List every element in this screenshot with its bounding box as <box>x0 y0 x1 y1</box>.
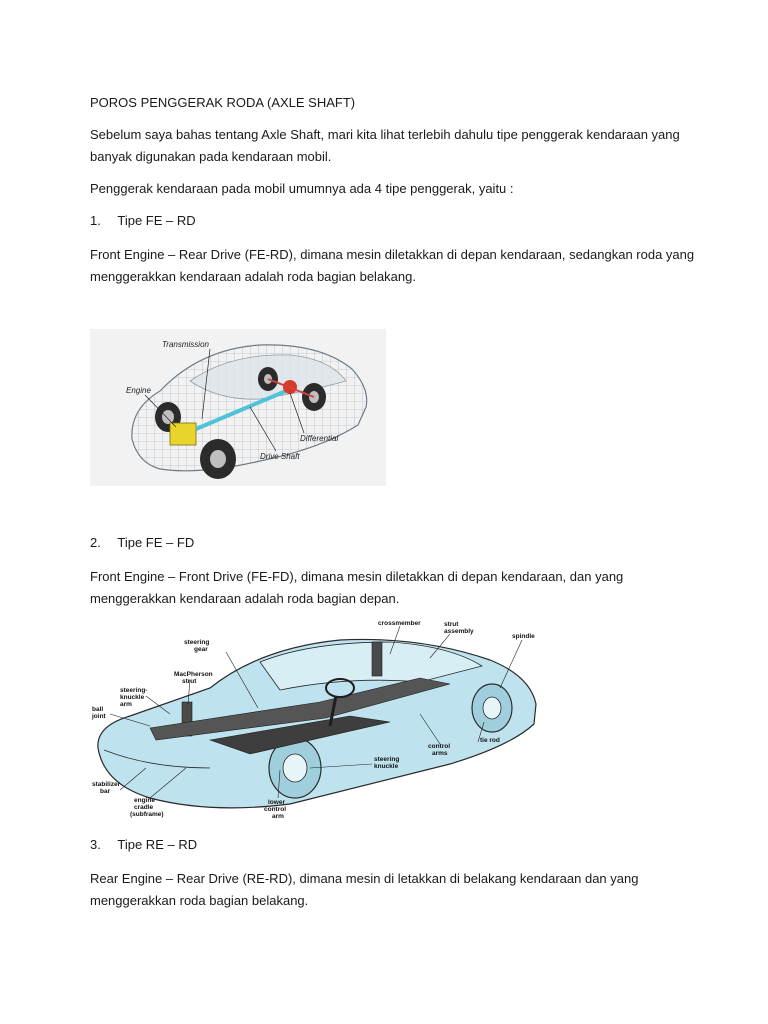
label-strut-1: strut <box>444 621 459 628</box>
label-differential: Differential <box>300 434 339 443</box>
fe-rd-diagram <box>90 329 386 486</box>
intro-line-1: Sebelum saya bahas tentang Axle Shaft, mari kita lihat terlebih dahulu tipe penggerak kendaraan yang <box>90 127 680 142</box>
label-cradle-3: (subframe) <box>130 811 164 818</box>
label-tie-rod: tie rod <box>480 737 500 744</box>
label-lower-arm-3: arm <box>272 813 284 820</box>
section-1-heading <box>90 210 196 232</box>
label-macpherson-2: strut <box>182 678 197 685</box>
section-3-line-2: menggerakkan roda bagian belakang. <box>90 893 309 908</box>
fe-fd-car-illustration <box>90 618 542 820</box>
label-cradle-2: cradle <box>134 804 154 811</box>
label-cradle-1: engine <box>134 797 155 804</box>
section-3-heading <box>90 834 197 856</box>
label-ball-joint-2: joint <box>92 713 106 720</box>
fe-fd-diagram <box>90 618 542 820</box>
section-2-line-2: menggerakkan kendaraan adalah roda bagian depan. <box>90 591 400 606</box>
label-lower-arm-1: lower <box>268 799 285 806</box>
label-lower-arm-2: control <box>264 806 287 813</box>
section-1-line-2: menggerakkan kendaraan adalah roda bagian belakang. <box>90 269 416 284</box>
label-transmission: Transmission <box>162 340 209 349</box>
label-stabilizer-1: stabilizer <box>92 781 121 788</box>
label-macpherson-1: MacPherson <box>174 671 213 678</box>
label-steering-knuckle-1: steering <box>374 756 400 763</box>
section-2-heading <box>90 532 194 554</box>
label-drive-shaft: Drive Shaft <box>260 452 300 461</box>
label-control-arms-1: control <box>428 743 451 750</box>
label-steering-knuckle-2: knuckle <box>374 763 399 770</box>
types-intro: Penggerak kendaraan pada mobil umumnya ada 4 tipe penggerak, yaitu : <box>90 181 514 196</box>
section-3-title: Tipe RE – RD <box>117 837 198 852</box>
section-1-line-1: Front Engine – Rear Drive (FE-RD), dimana mesin diletakkan di depan kendaraan, sedangkan roda yang <box>90 247 695 262</box>
section-2-title: Tipe FE – FD <box>117 535 195 550</box>
section-1-number: 1. <box>90 213 101 228</box>
label-engine: Engine <box>126 386 151 395</box>
engine-block <box>170 423 196 445</box>
label-stabilizer-2: bar <box>100 788 111 795</box>
label-ball-joint-1: ball <box>92 706 104 713</box>
label-knuckle-arm-3: arm <box>120 701 132 708</box>
label-crossmember: crossmember <box>378 620 421 627</box>
label-strut-2: assembly <box>444 628 474 635</box>
right-strut <box>372 642 382 676</box>
label-steering-gear-1: steering <box>184 639 210 646</box>
section-1-title: Tipe FE – RD <box>117 213 196 228</box>
label-knuckle-arm-1: steering- <box>120 687 148 694</box>
label-control-arms-2: arms <box>432 750 448 757</box>
section-2-number: 2. <box>90 535 101 550</box>
fe-rd-car-illustration <box>90 329 386 486</box>
label-knuckle-arm-2: knuckle <box>120 694 145 701</box>
section-2-line-1: Front Engine – Front Drive (FE-FD), dimana mesin diletakkan di depan kendaraan, dan yang <box>90 569 624 584</box>
label-spindle: spindle <box>512 633 535 640</box>
section-3-number: 3. <box>90 837 101 852</box>
label-steering-gear-2: gear <box>194 646 208 653</box>
page-title: POROS PENGGERAK RODA (AXLE SHAFT) <box>90 95 356 110</box>
section-3-line-1: Rear Engine – Rear Drive (RE-RD), dimana mesin di letakkan di belakang kendaraan dan yang <box>90 871 639 886</box>
intro-line-2: banyak digunakan pada kendaraan mobil. <box>90 149 332 164</box>
